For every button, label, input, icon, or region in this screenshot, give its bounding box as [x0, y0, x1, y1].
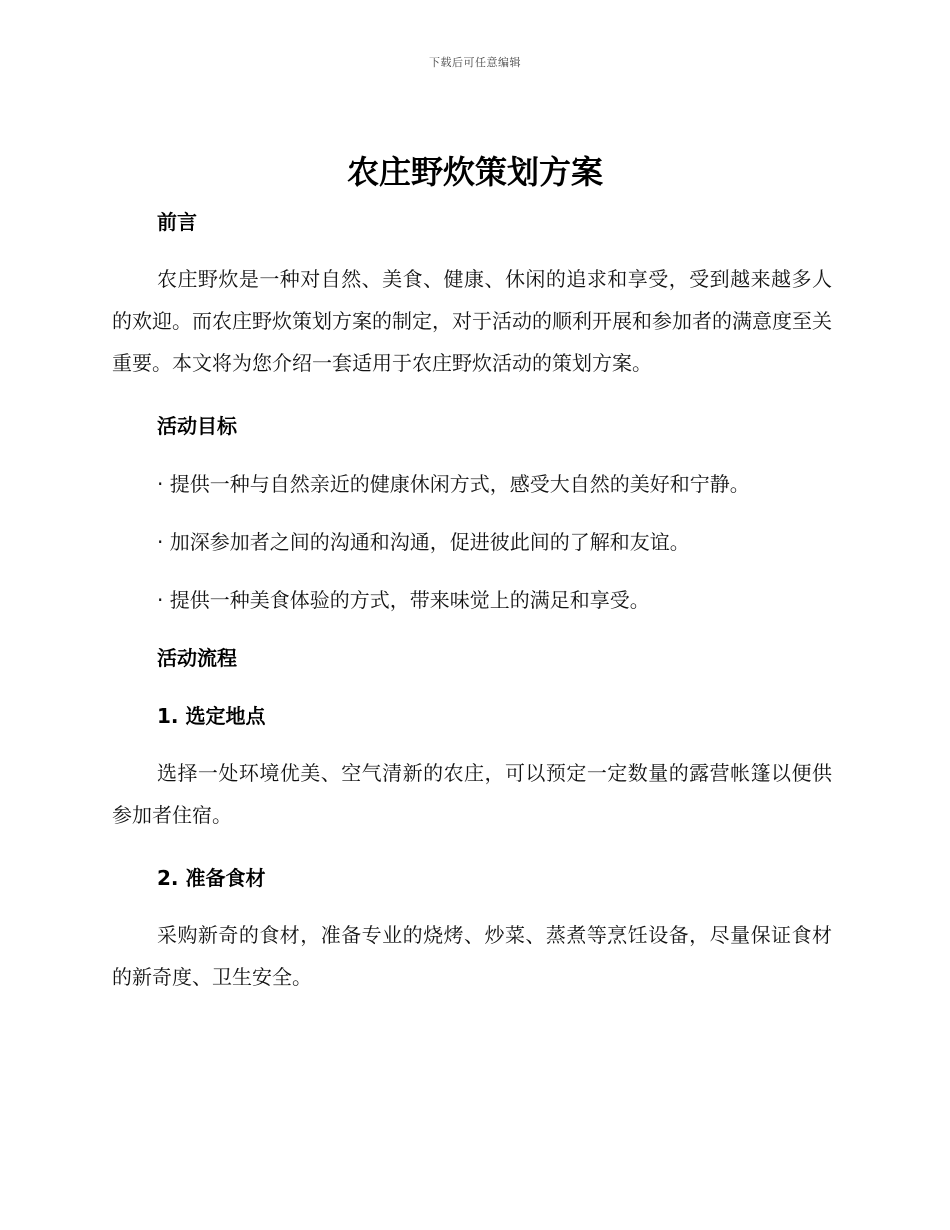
spacer — [112, 836, 832, 862]
spacer — [112, 238, 832, 258]
spacer — [112, 558, 832, 584]
step-heading-ingredients: 2. 准备食材 — [157, 866, 266, 890]
goal-item: · 加深参加者之间的沟通和沟通，促进彼此间的了解和友谊。 — [157, 530, 690, 554]
goal-item: · 提供一种美食体验的方式，带来味觉上的满足和享受。 — [157, 588, 650, 612]
header-note: 下载后可任意编辑 — [429, 56, 521, 69]
spacer — [112, 674, 832, 700]
step-heading-location: 1. 选定地点 — [157, 704, 266, 728]
document-body — [112, 206, 832, 998]
spacer — [112, 500, 832, 526]
spacer — [112, 732, 832, 752]
spacer — [112, 616, 832, 642]
section-heading-preface: 前言 — [157, 210, 197, 234]
section-heading-process: 活动流程 — [157, 646, 237, 670]
preface-paragraph: 农庄野炊是一种对自然、美食、健康、休闲的追求和享受，受到越来越多人的欢迎。而农庄野炊策划方案的制定，对于活动的顺利开展和参加者的满意度至关重要。本文将为您介绍一套适用于农庄野炊活动的策划方案。 — [112, 267, 832, 375]
step-paragraph-ingredients: 采购新奇的食材，准备专业的烧烤、炒菜、蒸煮等烹饪设备，尽量保证食材的新奇度、卫生安全。 — [112, 923, 832, 989]
goal-item: · 提供一种与自然亲近的健康休闲方式，感受大自然的美好和宁静。 — [157, 472, 750, 496]
spacer — [112, 894, 832, 914]
step-paragraph-location: 选择一处环境优美、空气清新的农庄，可以预定一定数量的露营帐篷以便供参加者住宿。 — [112, 761, 832, 827]
spacer — [112, 442, 832, 468]
spacer — [112, 384, 832, 410]
section-heading-goals: 活动目标 — [157, 414, 237, 438]
document-title: 农庄野炊策划方案 — [346, 153, 603, 191]
